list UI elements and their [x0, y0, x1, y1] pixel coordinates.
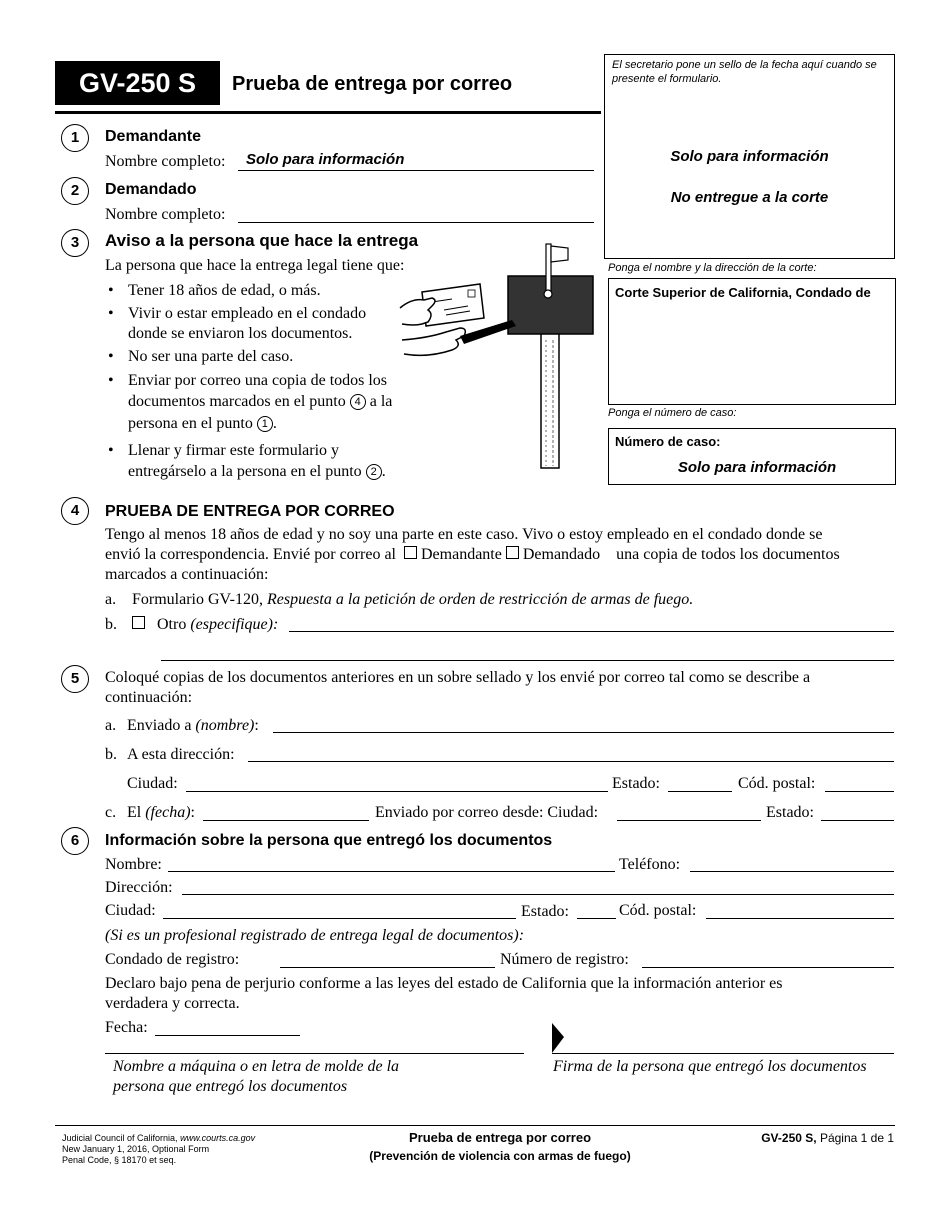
section-3-intro: La persona que hace la entrega legal tiene que: [105, 257, 405, 274]
server-state-label: Estado: [521, 903, 569, 920]
footer-left-2: New January 1, 2016, Optional Form [62, 1144, 210, 1154]
section-4-title: PRUEBA DE ENTREGA POR CORREO [105, 503, 395, 520]
court-text: Corte Superior de California, Condado de [615, 285, 871, 300]
server-city-label: Ciudad: [105, 902, 156, 919]
footer-left [62, 1133, 255, 1166]
demandante-checkbox-label: Demandante [420, 546, 502, 563]
demandado-checkbox[interactable] [506, 546, 519, 559]
demandante-checkbox[interactable] [404, 546, 417, 559]
section-1-title: Demandante [105, 128, 202, 145]
bullet-1: • [108, 282, 114, 299]
section-3-number: 3 [61, 229, 89, 257]
section-6-title: Información sobre la persona que entregó los documentos [105, 832, 553, 849]
bullet-2-text-b: donde se enviaron los documentos. [128, 325, 353, 342]
bullet-2-text-a: Vivir o estar empleado en el condado [128, 305, 367, 322]
section-6-number: 6 [61, 827, 89, 855]
section-1-number: 1 [61, 124, 89, 152]
bullet-3-text: No ser una parte del caso. [128, 348, 294, 365]
clerk-note: El secretario pone un sello de la fecha aquí cuando se presente el formulario. [612, 59, 877, 85]
section-2-title: Demandado [105, 181, 197, 198]
footer-right [690, 1131, 894, 1145]
footer-center-1: Prueba de entrega por correo [408, 1130, 592, 1145]
petitioner-name-value[interactable]: Solo para información [246, 151, 405, 168]
date-label-6: Fecha: [105, 1019, 148, 1036]
otro-checkbox[interactable] [132, 616, 145, 629]
footer-left-3: Penal Code, § 18170 et seq. [62, 1155, 177, 1165]
case-number-box[interactable] [608, 428, 896, 485]
court-box[interactable] [608, 278, 896, 405]
ref-circle-2: 2 [366, 464, 382, 480]
form-id-badge: GV-250 S [55, 61, 220, 105]
item-4a-text [132, 591, 693, 609]
address-line[interactable] [248, 761, 894, 762]
county-registration-label: Condado de registro: [105, 951, 240, 968]
bullet-5: • [108, 442, 114, 459]
state-line-5[interactable] [668, 791, 732, 792]
footer-left-1-text: Judicial Council of California, [62, 1133, 178, 1143]
bullet-5-text-a: Llenar y firmar este formulario y [128, 442, 340, 459]
item-5a-text-main: Enviado a [127, 717, 192, 734]
clerk-info-1: Solo para información [670, 148, 829, 165]
section-5-number: 5 [61, 665, 89, 693]
section-4-number: 4 [61, 497, 89, 525]
section-4-p3: marcados a continuación: [105, 566, 269, 583]
bullet-2: • [108, 305, 114, 322]
case-number-label: Número de caso: [615, 434, 721, 449]
signature-caption: Firma de la persona que entregó los documentos [553, 1058, 867, 1075]
item-4b-text [132, 616, 278, 634]
bullet-5-text-b-main: entregárselo a la persona en el punto [128, 463, 362, 480]
state-label-5c: Estado: [766, 804, 814, 821]
zip-line-5[interactable] [825, 791, 894, 792]
registration-number-line[interactable] [642, 967, 894, 968]
clerk-info-2: No entregue a la corte [670, 189, 829, 206]
case-number-value: Solo para información [677, 459, 837, 476]
item-4a-italic: Respuesta a la petición de orden de restricción de armas de fuego. [266, 591, 694, 608]
section-4-p2-text: envió la correspondencia. Envié por correo al [105, 546, 396, 563]
city-line-5[interactable] [186, 791, 608, 792]
state-line-5c[interactable] [821, 820, 894, 821]
zip-label-5: Cód. postal: [738, 775, 816, 792]
server-city-line[interactable] [163, 918, 516, 919]
respondent-name-line[interactable] [238, 222, 594, 223]
bullet-4-text-b-end: a la [369, 393, 393, 410]
footer-courts-link[interactable]: www.courts.ca.gov [180, 1133, 256, 1143]
section-4-p1: Tengo al menos 18 años de edad y no soy una parte en este caso. Vivo o estoy empleado en el condado donde se [105, 526, 823, 543]
mailbox-illustration-icon [398, 240, 598, 470]
footer-form-id: GV-250 S, [761, 1131, 817, 1145]
registration-number-label: Número de registro: [500, 951, 629, 968]
server-phone-label: Teléfono: [619, 856, 681, 873]
bullet-1-text: Tener 18 años de edad, o más. [128, 282, 321, 299]
item-5b-text: A esta dirección: [127, 746, 235, 763]
bullet-4-text-b [128, 393, 392, 411]
header-rule [55, 111, 601, 114]
signature-arrow-icon [552, 1023, 566, 1055]
demandado-checkbox-label: Demandado [522, 546, 601, 563]
date-line-6[interactable] [155, 1035, 300, 1036]
item-4a-text-main: Formulario GV-120, [132, 591, 263, 608]
section-5-p2: continuación: [105, 689, 193, 706]
print-name-line[interactable] [105, 1053, 524, 1054]
item-5c-italic: (fecha) [145, 804, 191, 821]
bullet-4: • [108, 372, 114, 389]
court-caption: Ponga el nombre y la dirección de la corte: [608, 262, 817, 274]
item-5c-text-main: El [127, 804, 142, 821]
section-4-p2-end: una copia de todos los documentos [616, 546, 840, 563]
otro-line-1[interactable] [289, 631, 894, 632]
case-caption: Ponga el número de caso: [608, 407, 737, 419]
item-5c-text: El (fecha): [127, 804, 195, 821]
item-5a-italic: (nombre) [195, 717, 255, 734]
petitioner-name-line[interactable] [238, 170, 594, 171]
item-4b-letter: b. [105, 616, 117, 633]
city-label-5: Ciudad: [127, 775, 178, 792]
signature-line[interactable] [552, 1053, 894, 1054]
mailed-from-city-line[interactable] [617, 820, 761, 821]
print-name-caption-2: persona que entregó los documentos [113, 1078, 348, 1095]
server-zip-line[interactable] [706, 918, 894, 919]
item-5c-letter: c. [105, 804, 117, 821]
bullet-4-text-c: persona en el punto 1 . [128, 415, 277, 432]
date-line-5[interactable] [203, 820, 369, 821]
item-5a-letter: a. [105, 717, 117, 734]
server-state-line[interactable] [577, 918, 616, 919]
declaration-2: verdadera y correcta. [105, 995, 240, 1012]
respondent-name-label: Nombre completo: [105, 206, 226, 223]
section-2-number: 2 [61, 177, 89, 205]
server-phone-line[interactable] [690, 871, 894, 872]
footer-page: Página 1 de 1 [819, 1131, 894, 1145]
bullet-4-text-b-main: documentos marcados en el punto [128, 393, 346, 410]
mailed-from-label: Enviado por correo desde: Ciudad: [375, 804, 599, 821]
registered-note: (Si es un profesional registrado de entrega legal de documentos): [105, 927, 525, 944]
server-name-label: Nombre: [105, 856, 162, 873]
item-4b-italic: (especifique): [190, 616, 279, 633]
footer-center-2: (Prevención de violencia con armas de fuego) [369, 1149, 631, 1163]
ref-circle-4: 4 [350, 394, 366, 410]
form-title: Prueba de entrega por correo [232, 73, 513, 95]
section-3-title: Aviso a la persona que hace la entrega [105, 231, 419, 250]
clerk-stamp-box [604, 54, 895, 259]
footer-rule [55, 1125, 895, 1126]
server-address-line[interactable] [182, 894, 894, 895]
otro-line-2[interactable] [161, 660, 894, 661]
state-label-5: Estado: [612, 775, 660, 792]
server-name-line[interactable] [168, 871, 615, 872]
bullet-3: • [108, 348, 114, 365]
ref-circle-1: 1 [257, 416, 273, 432]
footer-left-1 [62, 1133, 255, 1144]
section-4-p2 [105, 546, 840, 564]
bullet-4-text-c-main: persona en el punto [128, 415, 253, 432]
section-5-p1: Coloqué copias de los documentos anteriores en un sobre sellado y los envié por correo tal como se describe a [105, 669, 811, 686]
declaration-1: Declaro bajo pena de perjurio conforme a las leyes del estado de California que la información anterior es [105, 975, 783, 992]
county-registration-line[interactable] [280, 967, 495, 968]
item-4a-letter: a. [105, 591, 117, 608]
bullet-5-text-b: entregárselo a la persona en el punto 2 . [128, 463, 386, 480]
item-5a-text: Enviado a (nombre): [127, 717, 259, 734]
petitioner-name-label: Nombre completo: [105, 153, 226, 170]
sent-to-name-line[interactable] [273, 732, 894, 733]
server-zip-label: Cód. postal: [619, 902, 697, 919]
print-name-caption-1: Nombre a máquina o en letra de molde de la [113, 1058, 400, 1075]
bullet-4-text-a: Enviar por correo una copia de todos los [128, 372, 388, 389]
item-4b-text-main: Otro [157, 616, 187, 633]
server-address-label: Dirección: [105, 879, 173, 896]
item-5b-letter: b. [105, 746, 117, 763]
